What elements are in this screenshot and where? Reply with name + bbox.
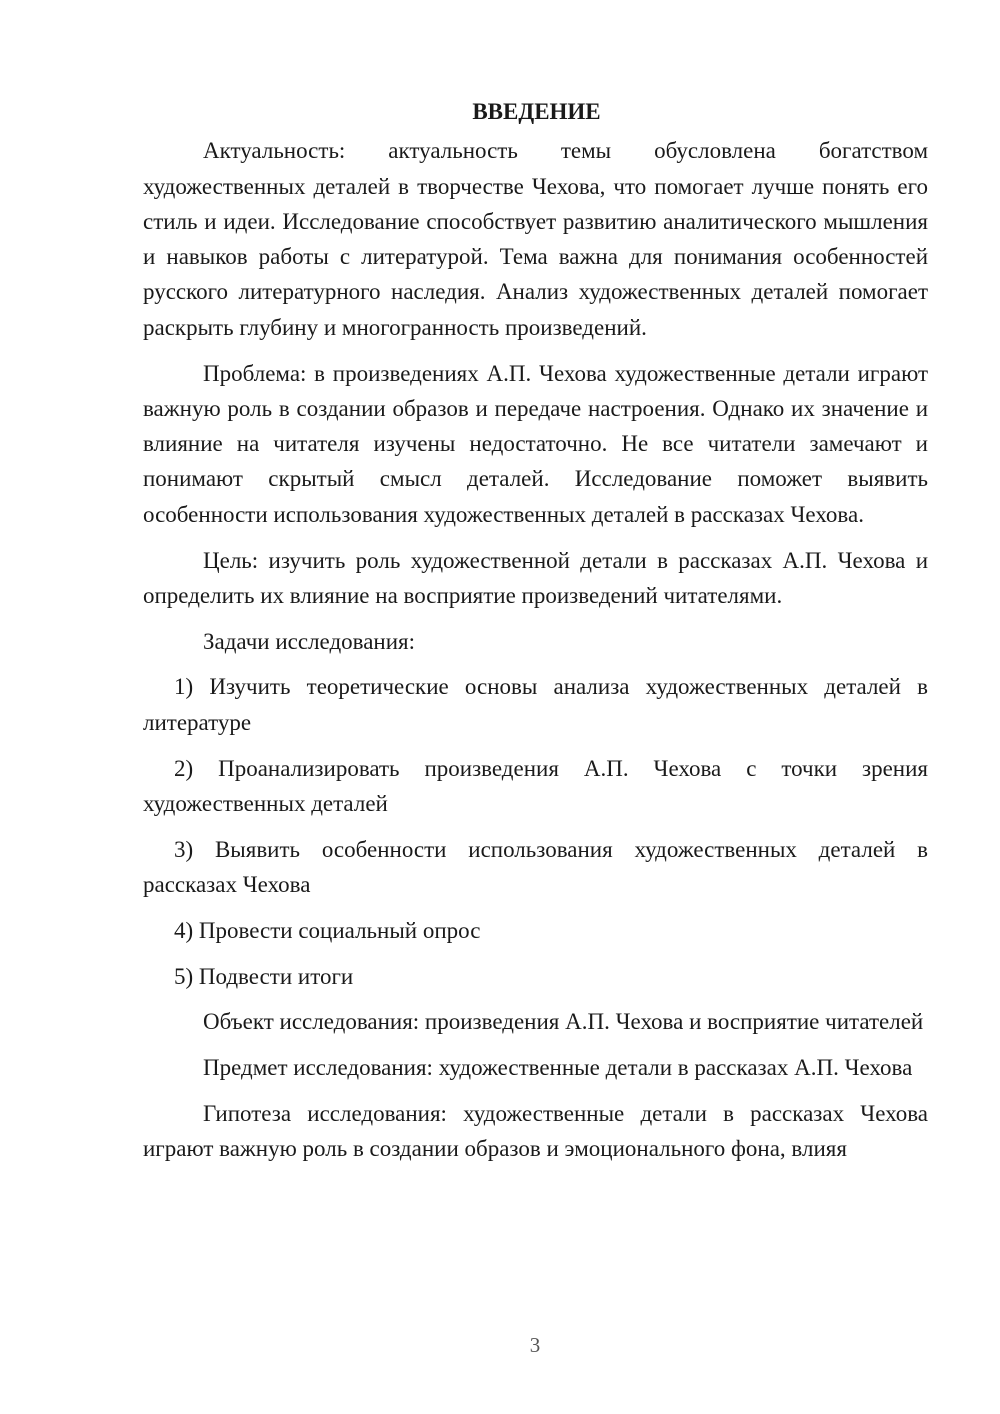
task-item-4: 4) Провести социальный опрос [174,917,481,943]
tasks-heading: Задачи исследования: [203,628,416,654]
page-content [143,94,928,1177]
task-item-3: 3) Выявить особенности использования художественных деталей в рассказах Чехова [143,836,928,897]
object-paragraph: Объект исследования: произведения А.П. Чехова и восприятие читателей [203,1009,924,1035]
section-title: ВВЕДЕНИЕ [472,99,601,124]
relevance-paragraph: Актуальность: актуальность темы обусловлена богатством художественных деталей в творчестве Чехова, что помогает лучше понять его стиль и идеи. Исследование способствует развитию аналитического мышления и навыков работы с литературой. Тема важна для понимания особенностей русского литературного наследия. Анализ художественных деталей помогает раскрыть глубину и многогранность произведений. [143,138,928,340]
task-item-5: 5) Подвести итоги [174,963,354,989]
goal-paragraph: Цель: изучить роль художественной детали в рассказах А.П. Чехова и определить их влияние на восприятие произведений читателями. [143,547,928,608]
task-item-2: 2) Проанализировать произведения А.П. Чехова с точки зрения художественных деталей [143,755,928,816]
page-number: 3 [529,1333,541,1357]
hypothesis-paragraph: Гипотеза исследования: художественные детали в рассказах Чехова играют важную роль в создании образов и эмоционального фона, влияя [143,1100,928,1162]
problem-paragraph: Проблема: в произведениях А.П. Чехова художественные детали играют важную роль в создании образов и передаче настроения. Однако их значение и влияние на читателя изучены недостаточно. Не все читатели замечают и понимают скрытый смысл деталей. Исследование поможет выявить особенности использования художественных деталей в рассказах Чехова. [143,360,928,527]
subject-paragraph: Предмет исследования: художественные детали в рассказах А.П. Чехова [203,1055,913,1081]
task-item-1: 1) Изучить теоретические основы анализа художественных деталей в литературе [143,674,928,735]
